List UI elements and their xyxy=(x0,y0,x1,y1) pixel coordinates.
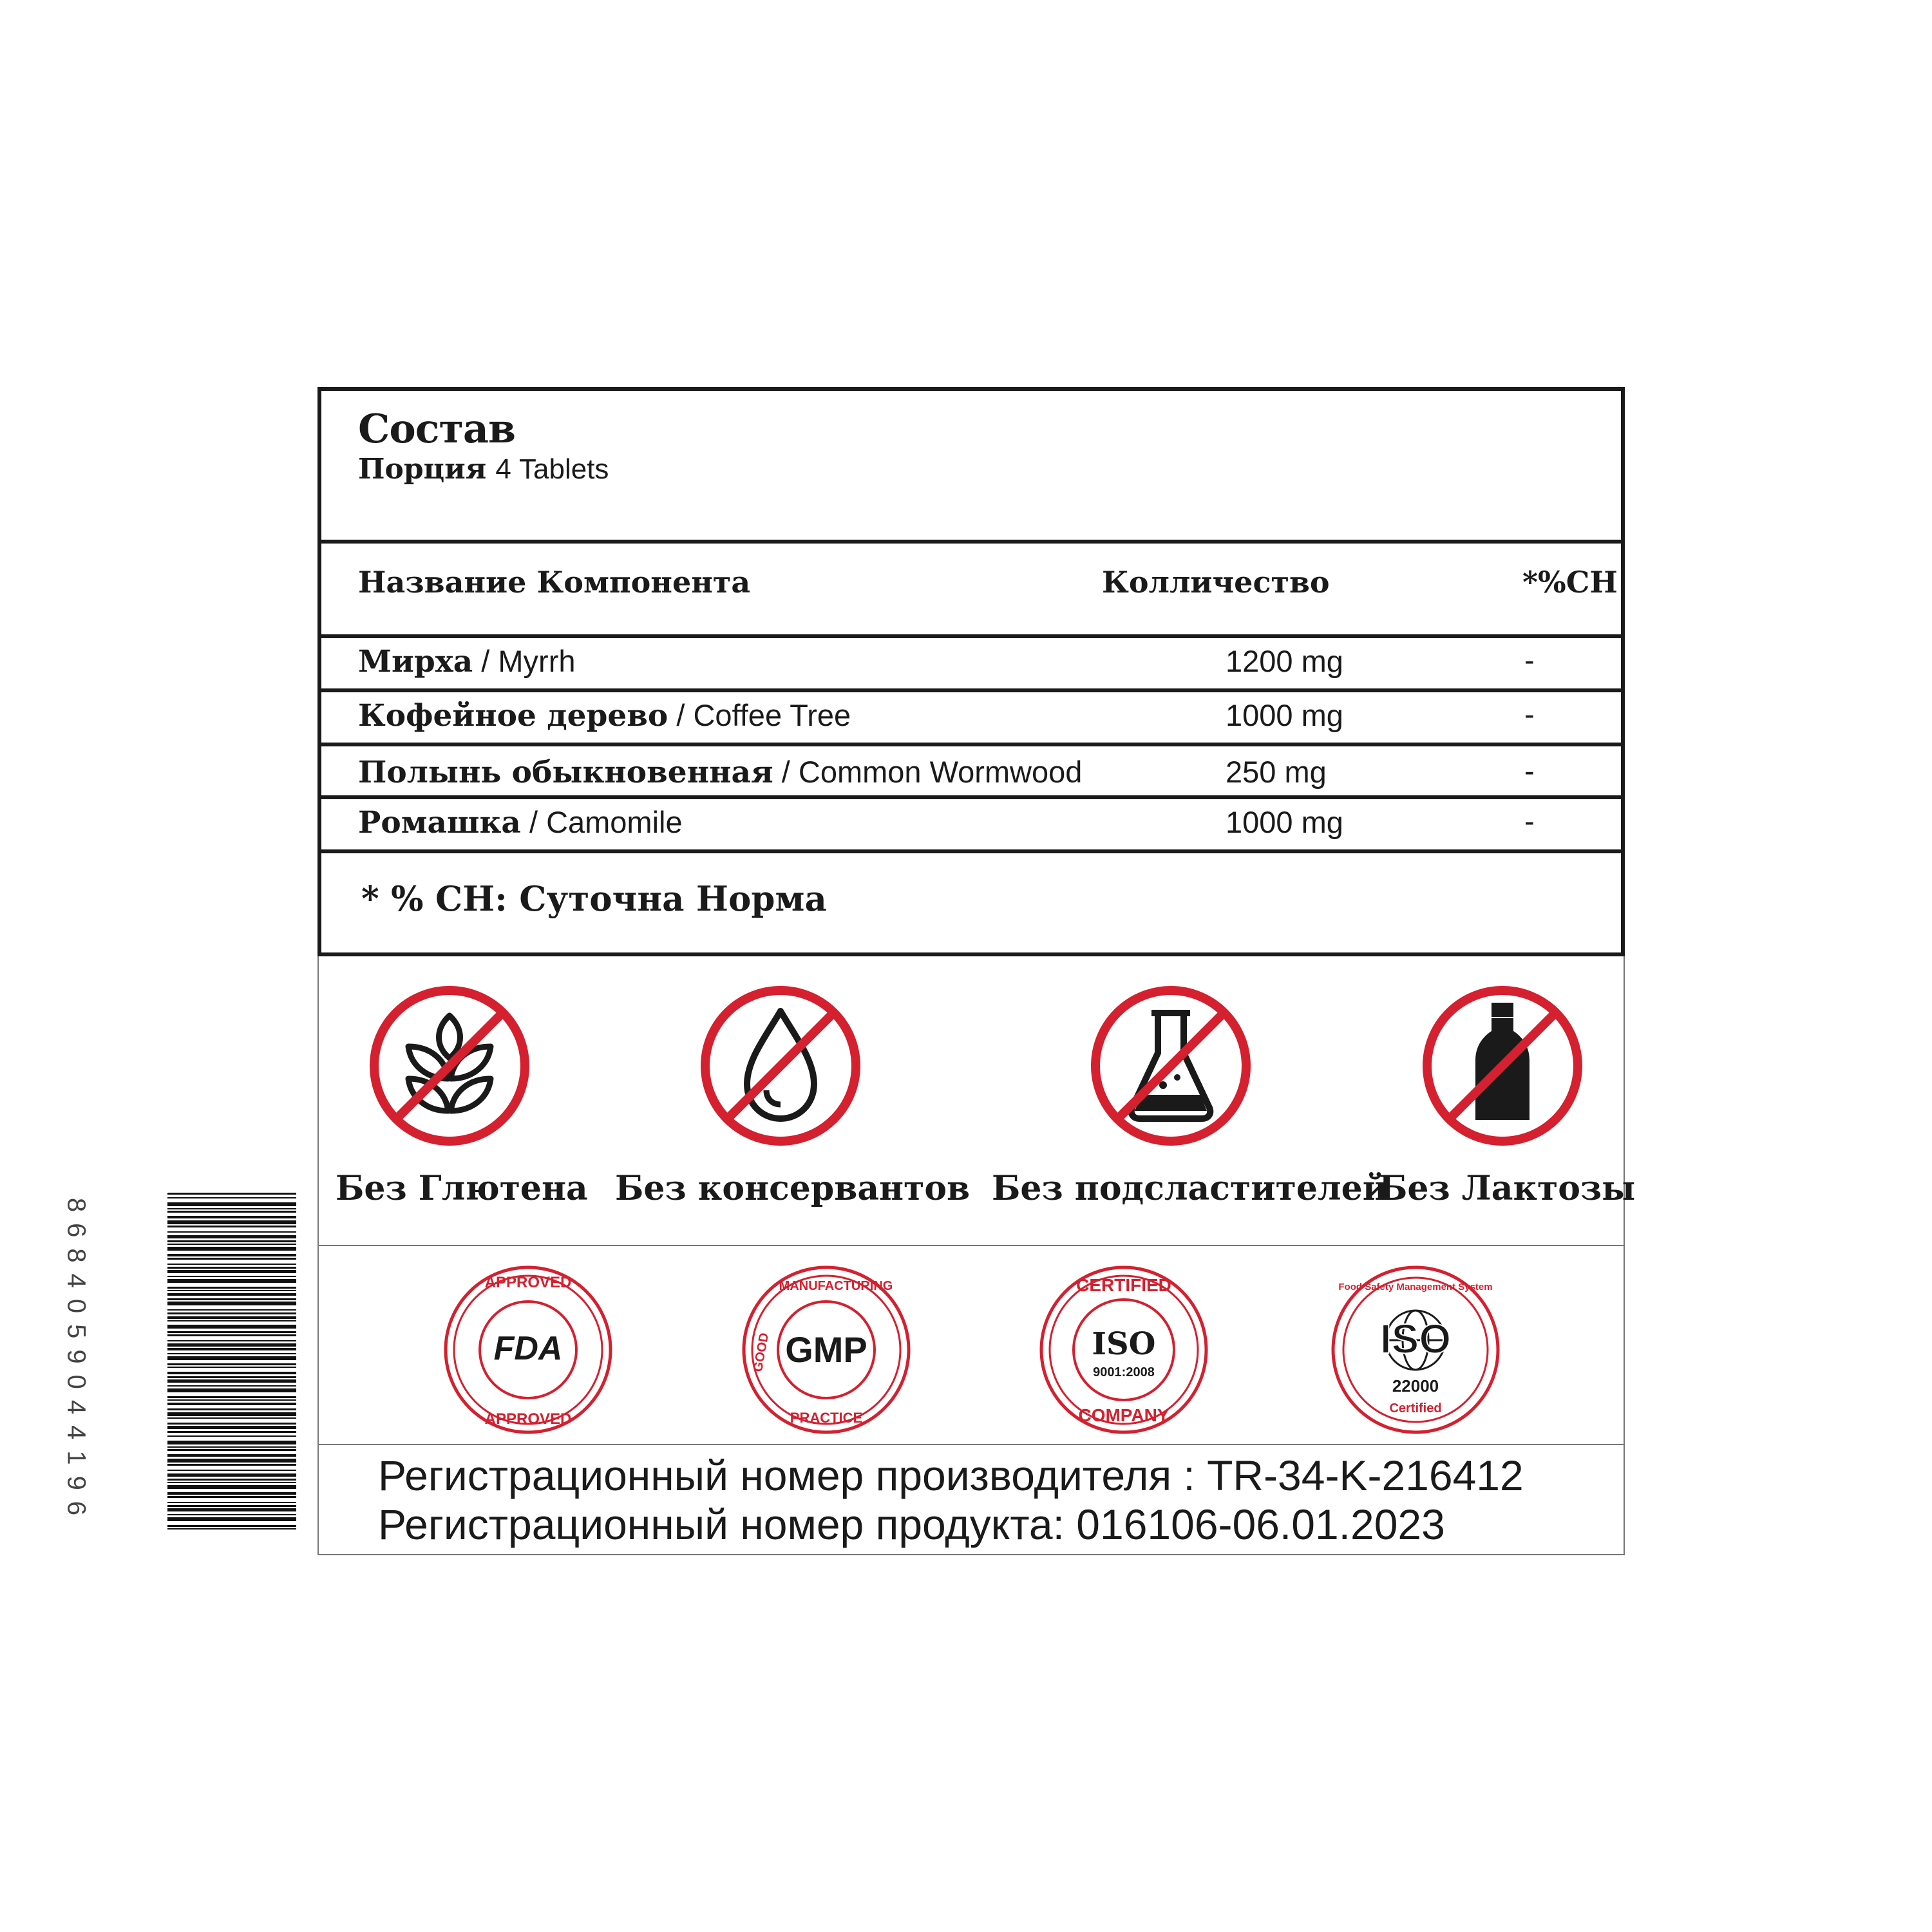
barcode-bar xyxy=(167,1320,296,1321)
barcode-bar xyxy=(167,1340,296,1341)
ingredient-name: Ромашка / Camomile xyxy=(358,805,683,840)
barcode-bar xyxy=(167,1254,296,1256)
barcode-bar xyxy=(167,1379,296,1383)
panel-title: Состав xyxy=(358,405,516,452)
barcode-bar xyxy=(167,1470,296,1471)
barcode-bar xyxy=(167,1412,296,1416)
barcode-bar xyxy=(167,1298,296,1300)
no-gluten-icon xyxy=(366,982,533,1150)
svg-text:Food Safety Management System: Food Safety Management System xyxy=(1338,1282,1493,1293)
info-box xyxy=(317,956,1636,1555)
barcode-bar xyxy=(167,1197,296,1198)
header-name: Название Компонента xyxy=(358,565,751,600)
barcode-bar xyxy=(167,1226,296,1227)
barcode-bar xyxy=(167,1202,296,1206)
svg-text:Certified: Certified xyxy=(1389,1401,1442,1416)
ingredient-dv: - xyxy=(1524,697,1535,731)
ingredient-name: Кофейное дерево / Coffee Tree xyxy=(358,698,851,734)
serving-value: 4 Tablets xyxy=(495,453,609,485)
barcode-bar xyxy=(167,1485,296,1489)
barcode-bar xyxy=(167,1216,296,1218)
barcode-bar xyxy=(167,1403,296,1405)
free-label: Без Лактозы xyxy=(1379,1169,1636,1208)
barcode-bar xyxy=(167,1258,296,1260)
barcode-bar xyxy=(167,1417,296,1419)
barcode-bar xyxy=(167,1279,296,1283)
barcode-bar xyxy=(167,1348,296,1350)
ingredient-row xyxy=(321,638,1621,688)
barcode-bar xyxy=(167,1464,296,1466)
free-label: Без консервантов xyxy=(615,1169,971,1208)
barcode-bar xyxy=(167,1211,296,1213)
barcode-bar xyxy=(167,1331,296,1333)
barcode-bar xyxy=(167,1353,296,1354)
divider xyxy=(321,849,1621,853)
divider xyxy=(321,540,1621,544)
ingredient-dv: - xyxy=(1524,753,1535,788)
barcode-bar xyxy=(167,1334,296,1336)
barcode-bar xyxy=(167,1508,296,1511)
barcode-bar xyxy=(167,1193,296,1195)
barcode-bar xyxy=(167,1431,296,1433)
ingredient-amount: 1000 mg xyxy=(1226,805,1343,839)
barcode-bar xyxy=(167,1492,296,1495)
barcode-bar xyxy=(167,1264,296,1265)
free-label: Без подсластителей xyxy=(992,1169,1388,1208)
footnote: * % CH: Суточна Норма xyxy=(361,879,827,919)
divider xyxy=(319,1444,1624,1445)
barcode-bar xyxy=(167,1446,296,1448)
ingredient-name: Мирха / Myrrh xyxy=(358,644,576,679)
svg-text:GMP: GMP xyxy=(785,1329,867,1370)
ingredient-row xyxy=(321,749,1621,799)
barcode-bar xyxy=(167,1459,296,1463)
barcode-bar xyxy=(167,1309,296,1311)
barcode-bar xyxy=(167,1235,296,1238)
barcode-bar xyxy=(167,1482,296,1483)
barcode-bar xyxy=(167,1525,296,1527)
ingredient-dv: - xyxy=(1524,643,1535,677)
svg-text:CERTIFIED: CERTIFIED xyxy=(1076,1275,1171,1295)
barcode-bar xyxy=(167,1367,296,1368)
barcode-bar xyxy=(167,1473,296,1477)
ingredient-amount: 1200 mg xyxy=(1226,644,1343,678)
svg-text:APPROVED: APPROVED xyxy=(484,1410,572,1428)
barcode-bar xyxy=(167,1293,296,1296)
svg-text:ISO: ISO xyxy=(1092,1326,1156,1362)
barcode-bar xyxy=(167,1231,296,1233)
barcode-bar xyxy=(167,1356,296,1360)
divider xyxy=(319,1245,1624,1246)
fda-approved-badge xyxy=(441,1263,615,1437)
barcode-bar xyxy=(167,1363,296,1365)
barcode-bar xyxy=(167,1423,296,1425)
serving-size xyxy=(358,453,609,486)
divider xyxy=(321,743,1621,746)
barcode-bar xyxy=(167,1276,296,1277)
barcode-bar xyxy=(167,1343,296,1347)
barcode-bar xyxy=(167,1376,296,1378)
svg-text:FDA: FDA xyxy=(493,1330,563,1367)
svg-text:PRACTICE: PRACTICE xyxy=(790,1410,863,1426)
svg-text:9001:2008: 9001:2008 xyxy=(1093,1365,1155,1379)
barcode-bar xyxy=(167,1517,296,1521)
barcode-bar xyxy=(167,1502,296,1503)
iso-22000-badge xyxy=(1329,1263,1502,1437)
composition-panel xyxy=(317,387,1625,956)
barcode-bar xyxy=(167,1399,296,1401)
barcode-bar xyxy=(167,1388,296,1392)
barcode-digits: 8684059044196 xyxy=(62,1197,91,1527)
gmp-badge xyxy=(739,1263,913,1437)
barcode-bar xyxy=(167,1441,296,1444)
barcode-bar xyxy=(167,1247,296,1251)
ingredient-row xyxy=(321,799,1621,849)
barcode-bar xyxy=(167,1290,296,1291)
svg-text:MANUFACTURING: MANUFACTURING xyxy=(779,1279,893,1293)
barcode-bar xyxy=(167,1496,296,1498)
barcode-bar xyxy=(167,1449,296,1451)
ingredient-name: Полынь обыкновенная / Common Wormwood xyxy=(358,755,1083,790)
barcode-bar xyxy=(167,1426,296,1429)
barcode-bar xyxy=(167,1479,296,1481)
svg-text:22000: 22000 xyxy=(1392,1376,1439,1396)
svg-text:APPROVED: APPROVED xyxy=(484,1274,572,1291)
barcode-bar xyxy=(167,1270,296,1273)
product-registration: Регистрационный номер продукта: 016106-06.01.2023 xyxy=(378,1501,1445,1548)
ingredient-row xyxy=(321,692,1621,743)
barcode xyxy=(129,1190,296,1535)
barcode-bar xyxy=(167,1528,296,1530)
barcode-bar xyxy=(167,1435,296,1437)
ingredient-amount: 250 mg xyxy=(1226,755,1327,789)
barcode-bar xyxy=(167,1372,296,1374)
barcode-bar xyxy=(167,1316,296,1319)
barcode-bar xyxy=(167,1208,296,1209)
svg-text:ISO: ISO xyxy=(1379,1316,1452,1362)
free-label: Без Глютена xyxy=(336,1169,588,1208)
barcode-bar xyxy=(167,1287,296,1289)
manufacturer-registration: Регистрационный номер производителя : TR-34-K-216412 xyxy=(378,1452,1524,1499)
header-amount: Колличество xyxy=(1102,565,1330,600)
barcode-bar xyxy=(167,1267,296,1269)
barcode-bar xyxy=(167,1385,296,1387)
no-preservatives-icon xyxy=(697,982,864,1150)
iso-9001-badge xyxy=(1037,1263,1211,1437)
barcode-bar xyxy=(167,1505,296,1507)
barcode-bar xyxy=(167,1514,296,1515)
svg-text:COMPANY: COMPANY xyxy=(1078,1405,1170,1425)
barcode-bar xyxy=(167,1244,296,1245)
barcode-bar xyxy=(167,1240,296,1242)
no-sweeteners-icon xyxy=(1087,982,1255,1150)
barcode-bar xyxy=(167,1220,296,1224)
header-dv: *%CH xyxy=(1522,565,1618,600)
ingredient-dv: - xyxy=(1524,804,1535,838)
no-lactose-icon xyxy=(1419,982,1586,1150)
barcode-bar xyxy=(167,1408,296,1410)
barcode-bar xyxy=(167,1302,296,1305)
ingredient-amount: 1000 mg xyxy=(1226,698,1343,732)
svg-text:GOOD: GOOD xyxy=(750,1331,772,1373)
barcode-bar xyxy=(167,1325,296,1329)
barcode-bar xyxy=(167,1312,296,1314)
serving-label: Порция xyxy=(358,453,487,486)
barcode-bar xyxy=(167,1454,296,1457)
barcode-bar xyxy=(167,1396,296,1398)
